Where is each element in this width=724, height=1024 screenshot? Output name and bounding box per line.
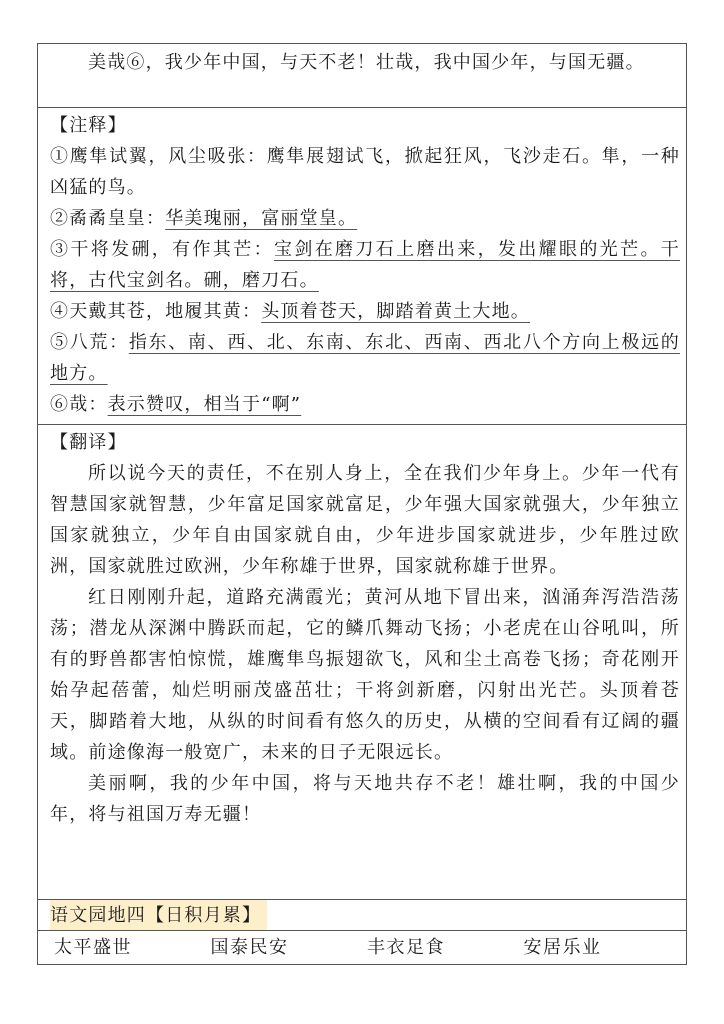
idiom-item: 丰衣足食 [367,937,445,958]
closing-line: 美哉⑥，我少年中国，与天不老！壮哉，我中国少年，与国无疆。 [88,52,645,73]
note-explanation: 头顶着苍天，脚踏着黄土大地。 [261,301,531,322]
note-term: ②矞矞皇皇： [50,208,166,229]
note-item-2 [50,203,680,234]
translation-row [38,425,686,900]
note-term: ①鹰隼试翼，风尘吸张： [50,146,267,167]
translation-heading: 【翻译】 [50,432,127,453]
idiom-item: 国泰民安 [210,937,289,958]
notes-row [38,108,686,425]
note-item-3 [50,234,680,296]
note-explanation: 鹰隼展翅试飞，掀起狂风，飞沙走石。隼，一种凶猛的鸟。 [50,146,680,198]
note-explanation: 指东、南、西、北、东南、东北、西南、西北八个方向上极远的地方。 [50,332,680,384]
document-table [37,43,687,965]
note-item-5 [50,327,680,389]
idiom-item: 太平盛世 [54,937,132,958]
note-explanation: 宝剑在磨刀石上磨出来，发出耀眼的光芒。干将，古代宝剑名。硎，磨刀石。 [50,239,681,291]
notes-heading: 【注释】 [50,115,127,136]
translation-paragraph-2: 红日刚刚升起，道路充满霞光；黄河从地下冒出来，汹涌奔泻浩浩荡荡；潜龙从深渊中腾跃而起，它的鳞爪舞动飞扬；小老虎在山谷吼叫，所有的野兽都害怕惊慌，雄鹰隼鸟振翅欲飞，风和尘土高卷飞扬；奇花刚开始孕起蓓蕾，灿烂明丽茂盛茁壮；干将剑新磨，闪射出光芒。头顶着苍天，脚踏着大地，从纵的时间看有悠久的历史，从横的空间看有辽阔的疆域。前途像海一般宽广，未来的日子无限远长。 [50,587,680,763]
note-term: ④天戴其苍，地履其黄： [50,301,262,322]
idiom-list [50,931,680,964]
note-term: ⑤八荒： [50,332,129,353]
translation-paragraph-1: 所以说今天的责任，不在别人身上，全在我们少年身上。少年一代有智慧国家就智慧，少年富足国家就富足，少年强大国家就强大，少年独立国家就独立，少年自由国家就自由，少年进步国家就进步，少年胜过欧洲，国家就胜过欧洲，少年称雄于世界，国家就称雄于世界。 [50,463,680,577]
note-term: ③干将发硎，有作其芒： [50,239,274,260]
original-text-row [38,44,686,108]
section-title: 语文园地四【日积月累】 [50,900,267,930]
note-explanation: 表示赞叹，相当于“啊” [107,394,302,415]
idioms-row [38,931,686,964]
note-explanation: 华美瑰丽，富丽堂皇。 [165,208,358,229]
section-title-row [38,900,686,931]
note-item-6 [50,389,680,420]
note-item-4 [50,296,680,327]
note-item-1 [50,141,680,203]
idiom-item: 安居乐业 [523,937,602,958]
translation-paragraph-3: 美丽啊，我的少年中国，将与天地共存不老！雄壮啊，我的中国少年，将与祖国万寿无疆！ [50,773,680,825]
note-term: ⑥哉： [50,394,108,415]
